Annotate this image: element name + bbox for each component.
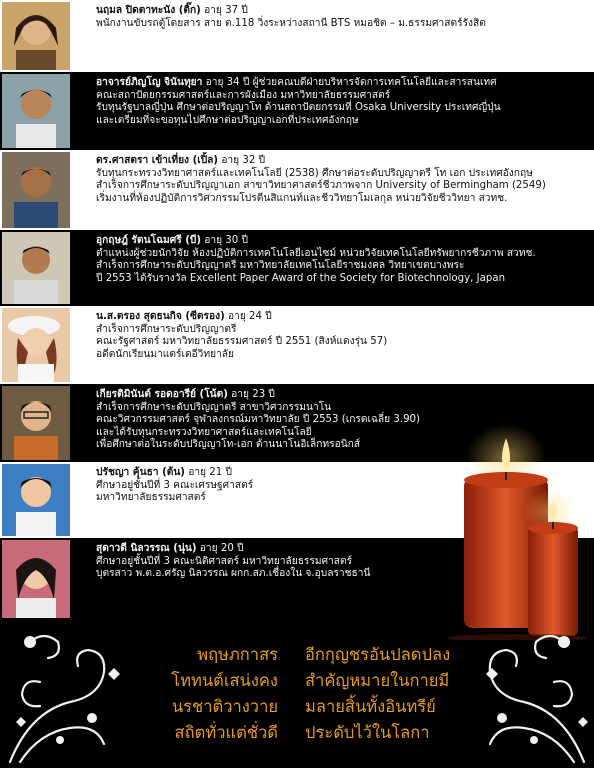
person-photo — [2, 152, 70, 228]
poem-line: สถิตทั่วแต่ชั่วดี — [174, 723, 278, 742]
person-row — [0, 0, 594, 72]
person-photo — [2, 386, 70, 460]
poem-line: อีกกุญชรอันปลดปลง — [305, 645, 451, 664]
person-age: อายุ 24 ปี — [224, 311, 272, 322]
person-detail: รับทุนรัฐบาลญี่ปุ่น ศึกษาต่อปริญญาโท ด้านสถาปัตยกรรมที่ Osaka University ประเทศญี่ปุ่น — [96, 102, 501, 114]
person-detail: เพื่อศึกษาต่อในระดับปริญญาโท-เอก ด้านนาโนอิเล็กทรอนิกส์ — [96, 439, 361, 451]
person-name: น.ส.ตรอง สุดธนกิจ (ซีตรอง) — [96, 311, 225, 322]
person-age: อายุ 37 ปี — [200, 5, 248, 16]
poem-right-column — [305, 642, 475, 746]
poem-line: พฤษภกาสร — [197, 645, 278, 664]
person-detail: ตำแหน่งผู้ช่วยนักวิจัย ห้องปฏิบัติการเทคโนโลยีเอนไซม์ หน่วยวิจัยเทคโนโลยีทรัพยากรชีวภาพ สวทช. — [96, 247, 536, 259]
person-detail: มหาวิทยาลัยธรรมศาสตร์ — [96, 492, 206, 504]
poem-line: มลายสิ้นทั้งอินทรีย์ — [305, 697, 436, 716]
person-photo — [2, 464, 70, 536]
person-detail: ศึกษาอยู่ชั้นปีที่ 3 คณะเศรษฐศาสตร์ — [96, 479, 254, 491]
person-name: สุดาวดี นิลวรรณ (นุ่น) — [96, 543, 197, 554]
person-photo — [2, 540, 70, 618]
person-detail: และได้รับทุนกระทรวงวิทยาศาสตร์และเทคโนโลยี — [96, 426, 312, 438]
person-detail: พนักงานขับรถตู้โดยสาร สาย ต.118 วิ่งระหว่างสถานี BTS หมอชิต – ม.ธรรมศาสตร์รังสิต — [96, 17, 486, 29]
poem-line: สำคัญหมายในกายมี — [305, 671, 450, 690]
person-age: อายุ 34 ปี ผู้ช่วยคณบดีฝ่ายบริหารจัดการเทคโนโลยีและสารสนเทศ — [202, 77, 497, 88]
person-detail: คณะสถาปัตยกรรมศาสตร์และการผังเมือง มหาวิทยาลัยธรรมศาสตร์ — [96, 89, 391, 101]
person-detail: อดีตนักเรียนมาแตร์เดอีวิทยาลัย — [96, 348, 235, 360]
person-detail: ปี 2553 ได้รับรางวัล Excellent Paper Award of the Society for Biotechnology, Japan — [96, 272, 506, 284]
person-row — [0, 72, 594, 150]
person-name: นฤมล ปิดตาทะนัง (ติ๊ก) — [96, 5, 201, 16]
person-photo — [2, 2, 70, 70]
person-detail: ศึกษาอยู่ชั้นปีที่ 3 คณะนิติศาสตร์ มหาวิทยาลัยธรรมศาสตร์ — [96, 555, 353, 567]
person-photo — [2, 74, 70, 148]
poem-line: โททนต์เสน่งคง — [171, 671, 278, 690]
person-detail: รับทุนกระทรวงวิทยาศาสตร์และเทคโนโลยี (2538) ศึกษาต่อระดับปริญญาตรี โท เอก ประเทศอังกฤษ — [96, 167, 533, 179]
person-photo — [2, 232, 70, 304]
candles-illustration — [440, 380, 594, 640]
person-age: อายุ 20 ปี — [196, 543, 244, 554]
poem-section — [0, 622, 594, 768]
person-photo — [2, 308, 70, 382]
person-detail: สำเร็จการศึกษาระดับปริญญาเอก สาขาวิทยาศาสตร์ชีวภาพจาก University of Bermingham (2549) — [96, 180, 546, 192]
person-detail: สำเร็จการศึกษาระดับปริญญาตรี มหาวิทยาลัยเทคโนโลยีราชมงคล วิทยาเขตบางพระ — [96, 260, 465, 272]
person-detail: คณะรัฐศาสตร์ มหาวิทยาลัยธรรมศาสตร์ ปี 2551 (สิงห์แดงรุ่น 57) — [96, 336, 388, 348]
person-age: อายุ 30 ปี — [201, 235, 248, 246]
person-row — [0, 230, 594, 306]
poem-line: ประดับไว้ในโลกา — [305, 723, 430, 742]
person-age: อายุ 21 ปี — [184, 467, 232, 478]
person-detail: สำเร็จการศึกษาระดับปริญญาตรี สาขาวิศวกรรมนาโน — [96, 401, 332, 413]
person-name: เกียรติมินันต์ รอดอารีย์ (โน้ต) — [96, 389, 228, 400]
poem-left-column — [168, 642, 278, 746]
person-name: ดร.ศาสตรา เข้าเที่ยง (เปิ้ล) — [96, 155, 219, 166]
person-row — [0, 306, 594, 384]
person-age: อายุ 23 ปี — [227, 389, 275, 400]
person-age: อายุ 32 ปี — [218, 155, 266, 166]
person-detail: เริ่มงานที่ห้องปฏิบัติการวิศวกรรมโปรตีนสิแกนท์และชีววิทยาโมเลกุล หน่วยวิจัยชีววิทยา สวทช. — [96, 192, 508, 204]
right-swirl-ornament — [454, 622, 594, 768]
person-detail: บุตรสาว พ.ต.อ.ศรัญ นิลวรรณ ผกก.สภ.เชื่องใน จ.อุบลราชธานี — [96, 568, 371, 580]
person-name: อาจารย์ภิญโญ จินันทุยา — [96, 77, 203, 88]
person-detail: คณะวิศวกรรมศาสตร์ จุฬาลงกรณ์มหาวิทยาลัย ปี 2553 (เกรดเฉลี่ย 3.90) — [96, 414, 421, 426]
person-name: อุกฤษฎ์ รัตนโฉมศรี (บี) — [96, 235, 201, 246]
person-name: ปรัชญา คุ้นธา (ต้น) — [96, 467, 185, 478]
person-row — [0, 150, 594, 230]
person-detail: และเตรียมที่จะขอทุนไปศึกษาต่อปริญญาเอกที่ประเทศอังกฤษ — [96, 114, 359, 126]
person-detail: สำเร็จการศึกษาระดับปริญญาตรี — [96, 323, 237, 335]
left-swirl-ornament — [0, 622, 140, 768]
poem-line: นรชาติวางวาย — [171, 697, 278, 716]
